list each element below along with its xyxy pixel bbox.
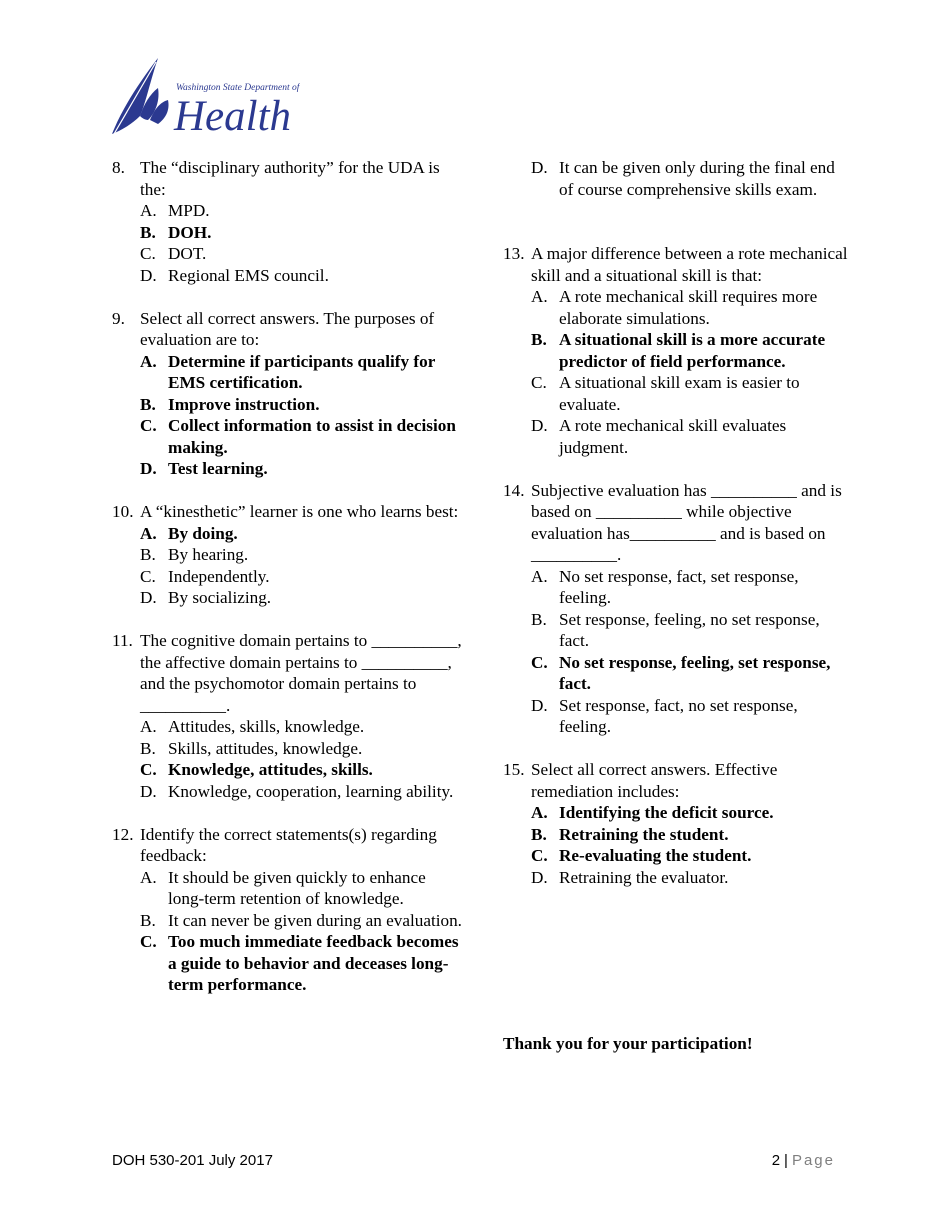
answer-options — [531, 566, 848, 738]
answer-options — [140, 523, 462, 609]
option-letter: C. — [531, 846, 548, 865]
answer-option — [140, 781, 462, 803]
question-stem — [112, 157, 462, 200]
option-text: DOT. — [168, 244, 207, 263]
answer-option — [531, 415, 848, 458]
option-text: Retraining the student. — [559, 824, 729, 844]
answer-option — [140, 415, 462, 458]
answer-option — [140, 867, 462, 910]
question-number: 15. — [503, 760, 525, 779]
right-column — [503, 157, 848, 910]
option-letter: D. — [531, 695, 548, 715]
question-text: Select all correct answers. The purposes of evaluation are to: — [140, 308, 435, 349]
option-letter: A. — [140, 717, 157, 736]
answer-option — [140, 738, 462, 760]
option-letter: A. — [531, 287, 548, 306]
option-text: No set response, feeling, set response, fact. — [559, 652, 831, 693]
question-stem — [503, 480, 848, 566]
answer-option — [531, 652, 848, 695]
option-text: Determine if participants qualify for EMS certification. — [168, 351, 436, 392]
question-13 — [503, 243, 848, 458]
option-text: Knowledge, attitudes, skills. — [168, 760, 373, 779]
option-text: It can be given only during the final end of course comprehensive skills exam. — [559, 158, 835, 199]
option-text: Re-evaluating the student. — [559, 846, 752, 865]
question-8 — [112, 157, 462, 286]
answer-options — [531, 802, 848, 888]
option-letter: D. — [140, 459, 157, 478]
option-text: A rote mechanical skill requires more elaborate simulations. — [559, 287, 818, 328]
question-stem — [112, 501, 462, 523]
logo-line2: Health — [174, 93, 292, 138]
question-text: A “kinesthetic” learner is one who learns best: — [140, 502, 459, 521]
option-text: Test learning. — [168, 459, 268, 478]
answer-option — [140, 265, 462, 287]
answer-option — [531, 329, 848, 372]
option-letter: B. — [531, 330, 547, 349]
option-letter: C. — [140, 416, 157, 435]
question-text: Identify the correct statements(s) regarding feedback: — [140, 824, 437, 865]
option-letter: D. — [531, 158, 548, 177]
option-text: A situational skill is a more accurate predictor of field performance. — [559, 330, 826, 371]
option-text: By doing. — [168, 523, 238, 543]
question-stem — [112, 630, 462, 716]
option-text: It should be given quickly to enhance long-term retention of knowledge. — [168, 867, 426, 908]
option-text: Independently. — [168, 566, 270, 586]
option-letter: D. — [140, 781, 157, 801]
option-letter: D. — [531, 416, 548, 435]
option-text: Retraining the evaluator. — [559, 867, 729, 887]
left-column — [112, 157, 462, 1017]
logo-line1: Washington State Department of — [176, 83, 300, 93]
option-letter: A. — [140, 867, 157, 887]
answer-options — [140, 351, 462, 480]
question-11 — [112, 630, 462, 802]
feather-logo-icon — [110, 54, 300, 138]
option-letter: B. — [531, 824, 547, 844]
option-letter: C. — [531, 652, 548, 672]
question-10 — [112, 501, 462, 609]
option-letter: A. — [531, 566, 548, 586]
question-number: 10. — [112, 502, 134, 521]
option-letter: C. — [140, 244, 156, 263]
question-number: 11. — [112, 631, 133, 650]
option-text: Identifying the deficit source. — [559, 803, 774, 822]
answer-option — [140, 523, 462, 545]
question-number: 8. — [112, 158, 125, 177]
answer-option — [140, 243, 462, 265]
answer-option — [140, 716, 462, 738]
option-text: Collect information to assist in decision making. — [168, 416, 456, 457]
option-letter: C. — [140, 566, 156, 586]
question-stem — [503, 759, 848, 802]
answer-option — [140, 200, 462, 222]
answer-option — [531, 566, 848, 609]
question-number: 13. — [503, 244, 525, 263]
answer-option — [531, 372, 848, 415]
option-letter: B. — [140, 738, 156, 758]
option-letter: C. — [531, 373, 547, 392]
answer-option — [531, 609, 848, 652]
option-text: MPD. — [168, 201, 210, 220]
question-number: 9. — [112, 308, 125, 328]
thank-you-message: Thank you for your participation! — [503, 1034, 753, 1053]
option-text: DOH. — [168, 222, 212, 242]
option-letter: B. — [140, 222, 156, 242]
answer-option — [140, 587, 462, 609]
question-12-option-d — [531, 157, 848, 200]
option-text: Set response, feeling, no set response, fact. — [559, 609, 820, 650]
answer-option — [140, 931, 462, 996]
option-letter: B. — [140, 910, 156, 930]
option-letter: C. — [140, 760, 157, 779]
question-14 — [503, 480, 848, 738]
question-stem — [112, 824, 462, 867]
question-text: Select all correct answers. Effective remediation includes: — [531, 760, 778, 801]
option-letter: D. — [140, 265, 157, 285]
question-text: The cognitive domain pertains to __________, the affective domain pertains to __________, and the psychomotor domain pertains to __________. — [140, 631, 462, 715]
question-number: 12. — [112, 824, 134, 844]
option-text: Improve instruction. — [168, 394, 320, 414]
answer-option — [531, 845, 848, 867]
question-9 — [112, 308, 462, 480]
option-text: By socializing. — [168, 588, 272, 607]
question-12 — [112, 824, 462, 996]
option-letter: C. — [140, 932, 157, 951]
footer-page-number — [772, 1152, 835, 1169]
option-text: No set response, fact, set response, feeling. — [559, 566, 799, 607]
answer-option — [140, 544, 462, 566]
answer-option — [531, 802, 848, 824]
answer-option — [140, 759, 462, 781]
option-letter: B. — [140, 394, 156, 414]
question-text: A major difference between a rote mechanical skill and a situational skill is that: — [531, 244, 848, 285]
option-text: Set response, fact, no set response, feeling. — [559, 695, 798, 736]
option-letter: A. — [140, 523, 157, 543]
answer-option — [140, 394, 462, 416]
option-letter: A. — [531, 803, 548, 822]
option-letter: A. — [140, 351, 157, 371]
answer-options — [140, 716, 462, 802]
option-text: Too much immediate feedback becomes a guide to behavior and deceases long-term performance. — [168, 932, 459, 994]
question-text: The “disciplinary authority” for the UDA is the: — [140, 158, 440, 199]
page-label: Page — [791, 1152, 835, 1169]
answer-option — [140, 566, 462, 588]
answer-option — [140, 910, 462, 932]
answer-options — [140, 200, 462, 286]
doh-logo — [110, 54, 300, 138]
question-number: 14. — [503, 480, 525, 500]
option-text: Attitudes, skills, knowledge. — [168, 717, 365, 736]
option-letter: A. — [140, 201, 157, 220]
option-text: It can never be given during an evaluation. — [168, 910, 462, 930]
option-text: A rote mechanical skill evaluates judgment. — [559, 416, 787, 457]
page-separator: | — [784, 1152, 788, 1169]
answer-options — [531, 286, 848, 458]
option-text: A situational skill exam is easier to evaluate. — [559, 373, 800, 414]
answer-option — [140, 458, 462, 480]
option-text: Knowledge, cooperation, learning ability. — [168, 781, 454, 801]
question-stem — [112, 308, 462, 351]
option-text: Regional EMS council. — [168, 265, 329, 285]
question-stem — [503, 243, 848, 286]
option-letter: B. — [140, 545, 156, 564]
question-15 — [503, 759, 848, 888]
answer-options — [140, 867, 462, 996]
option-text: By hearing. — [168, 545, 249, 564]
page-number: 2 — [771, 1152, 781, 1169]
answer-option — [531, 867, 848, 889]
option-letter: D. — [531, 867, 548, 887]
option-text: Skills, attitudes, knowledge. — [168, 738, 363, 758]
question-text: Subjective evaluation has __________ and is based on __________ while objective evaluation has__________ and is based on __________. — [531, 480, 842, 564]
answer-option — [140, 351, 462, 394]
footer-doc-id: DOH 530-201 July 2017 — [112, 1152, 273, 1169]
answer-option — [531, 695, 848, 738]
option-letter: D. — [140, 588, 157, 607]
answer-option — [531, 824, 848, 846]
answer-option — [531, 286, 848, 329]
option-letter: B. — [531, 609, 547, 629]
answer-option — [140, 222, 462, 244]
